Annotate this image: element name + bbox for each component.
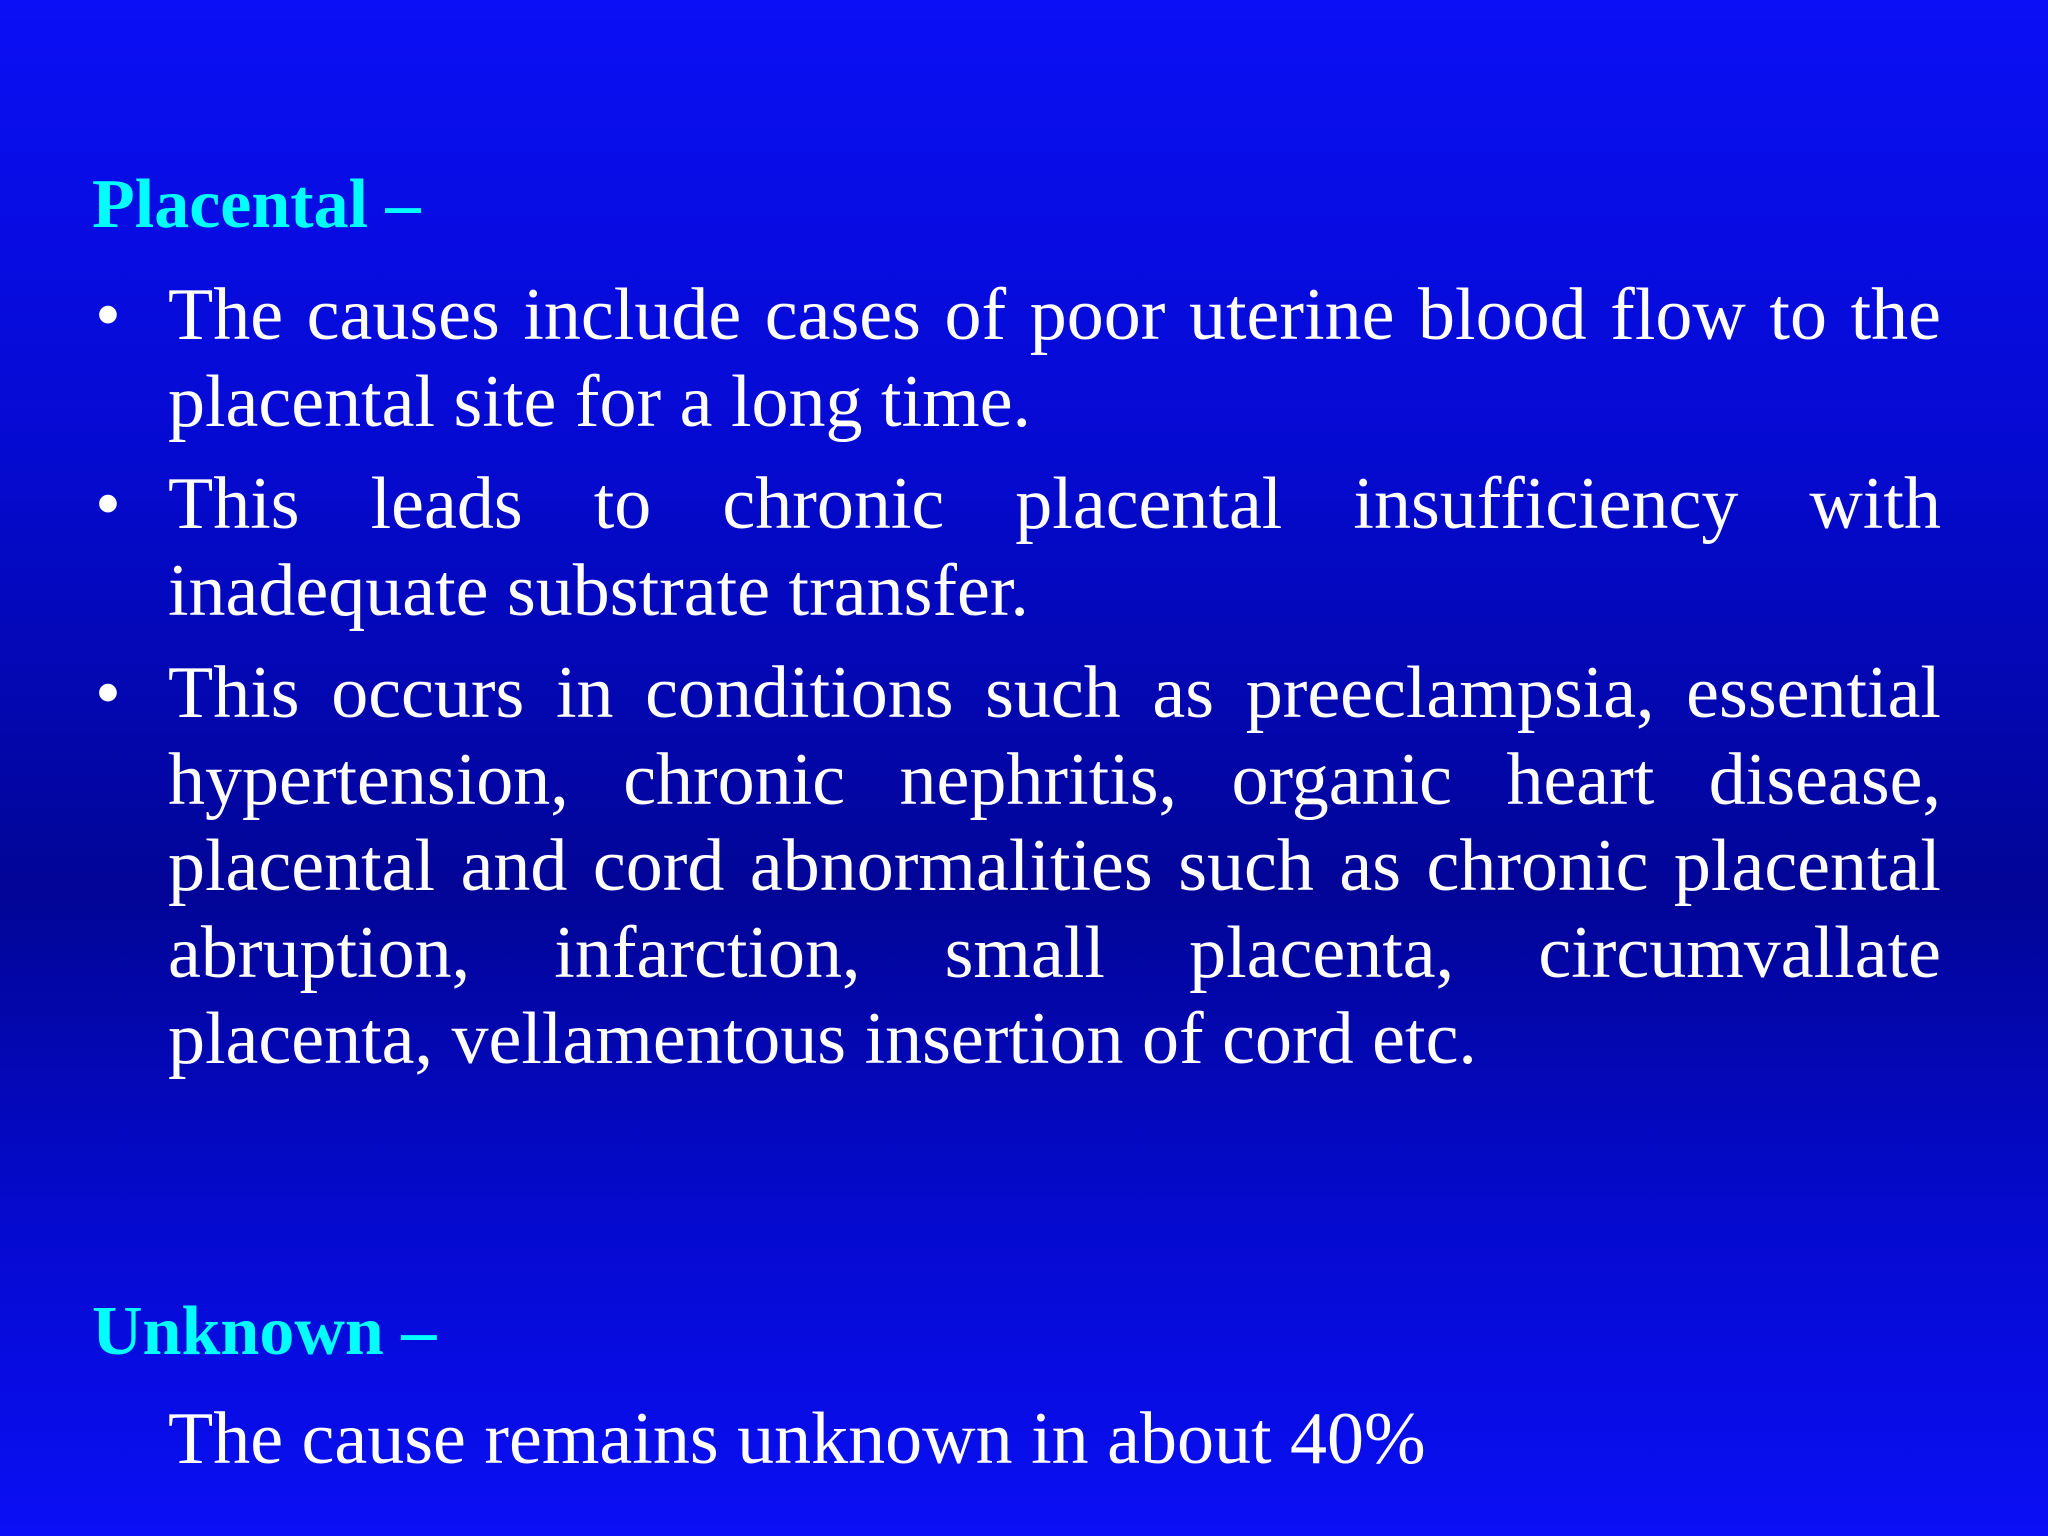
bullet-icon: • — [95, 274, 121, 356]
placental-bullet-list — [88, 272, 1941, 1099]
bullet-item — [88, 272, 1941, 445]
bullet-icon: • — [95, 652, 121, 734]
bullet-text: This occurs in conditions such as preeclampsia, essential hypertension, chronic nephritis, organic heart disease, placental and cord abnormalities such as chronic placental abruption, infarction, small placenta, circumvallate placenta, vellamentous insertion of cord etc. — [168, 652, 1941, 1080]
bullet-text: The causes include cases of poor uterine blood flow to the placental site for a long time. — [168, 274, 1941, 443]
bullet-item — [88, 461, 1941, 634]
unknown-cause-text: The cause remains unknown in about 40% — [168, 1398, 1426, 1480]
bullet-text: This leads to chronic placental insufficiency with inadequate substrate transfer. — [168, 463, 1941, 632]
unknown-heading: Unknown – — [92, 1293, 437, 1370]
bullet-item — [88, 650, 1941, 1083]
placental-heading: Placental – — [92, 166, 421, 243]
bullet-icon: • — [95, 463, 121, 545]
